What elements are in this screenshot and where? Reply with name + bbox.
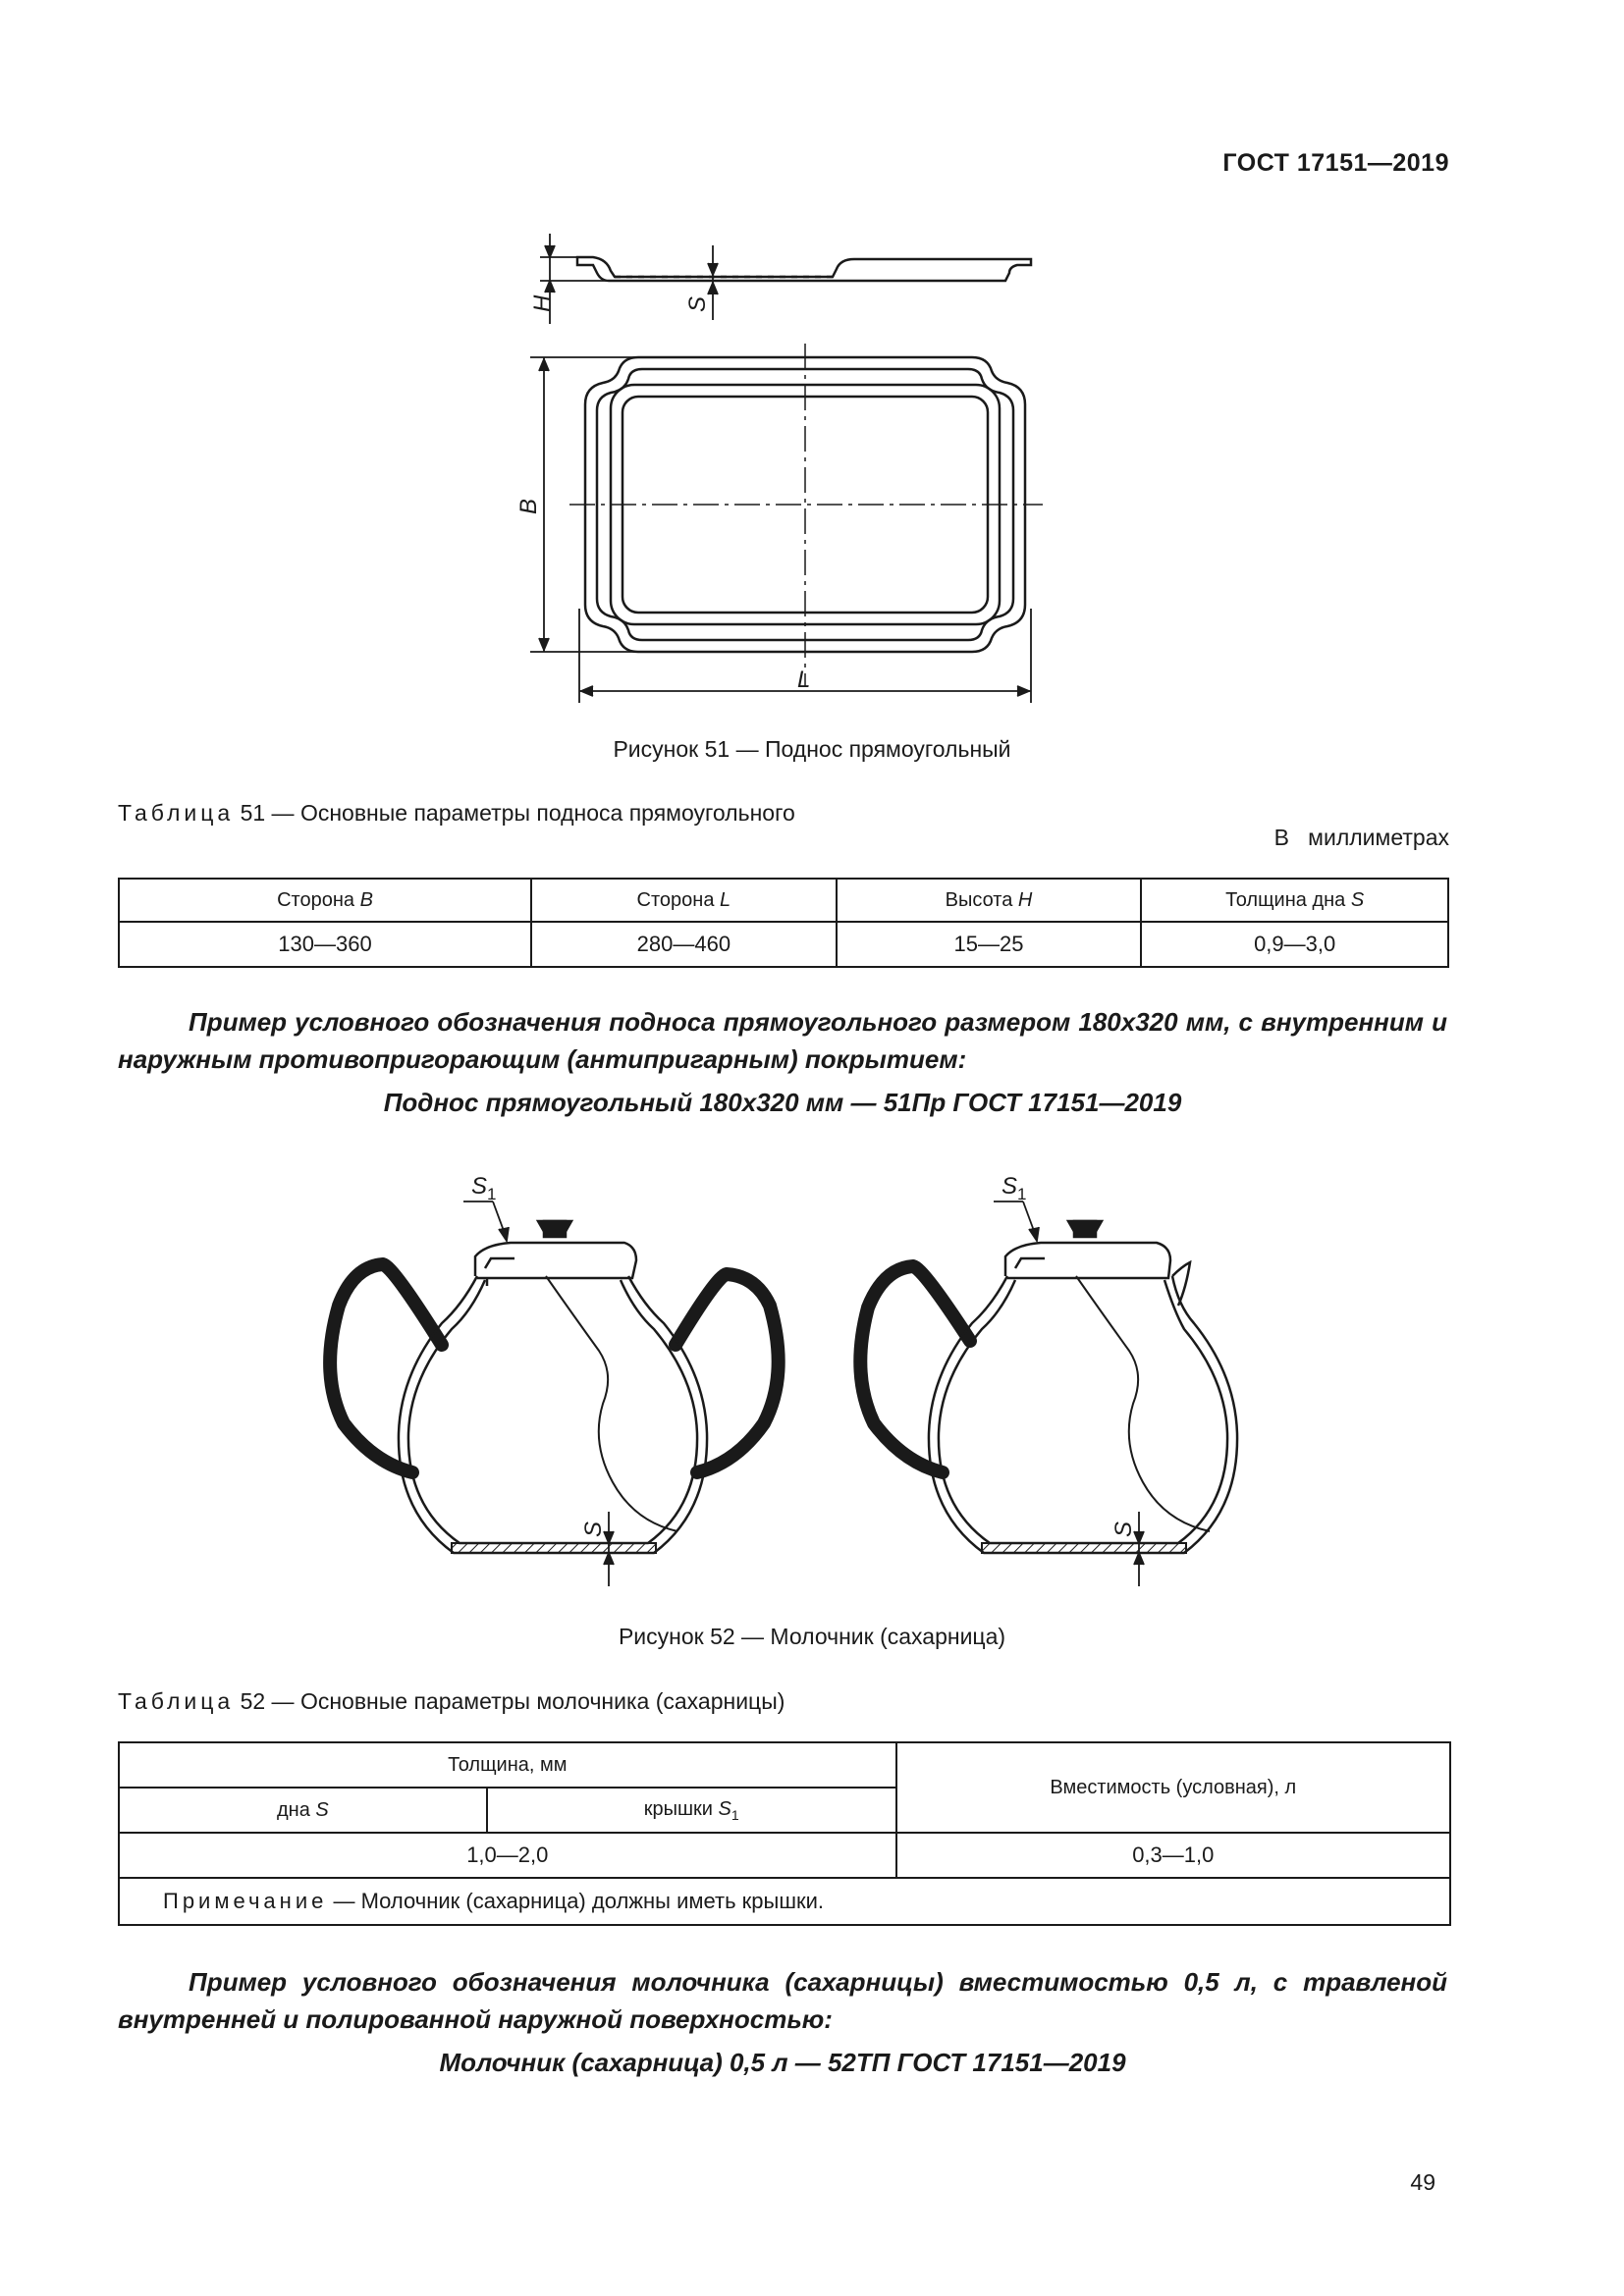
table-52	[118, 1741, 1451, 1926]
table-51-header-b: Сторона B	[119, 879, 531, 922]
table-51-caption-text: 51 — Основные параметры подноса прямоугольного	[234, 800, 795, 826]
table-51-cell-h: 15—25	[837, 922, 1142, 967]
table-51-cell-b: 130—360	[119, 922, 531, 967]
table-51-caption-prefix: Таблица	[118, 800, 235, 826]
table-52-caption-text: 52 — Основные параметры молочника (сахарницы)	[234, 1688, 785, 1714]
example-52-text: Пример условного обозначения молочника (сахарницы) вместимостью 0,5 л, с травленой внутренней и полированной наружной поверхностью:	[118, 1967, 1447, 2034]
document-code: ГОСТ 17151—2019	[1222, 149, 1449, 177]
table-51-cell-s: 0,9—3,0	[1141, 922, 1448, 967]
figure-52-caption: Рисунок 52 — Молочник (сахарница)	[618, 1624, 1006, 1649]
table-52-thickness-value: 1,0—2,0	[119, 1833, 896, 1878]
example-51-text: Пример условного обозначения подноса прямоугольного размером 180х320 мм, с внутренним и наружным противопригорающим (антипригарным) покрытием:	[118, 1007, 1447, 1074]
label-l: L	[797, 667, 811, 693]
table-52-capacity-header: Вместимость (условная), л	[896, 1742, 1450, 1833]
label-s: S	[684, 295, 711, 312]
table-52-group-header: Толщина, мм	[119, 1742, 896, 1788]
sugar-bowl	[330, 1221, 779, 1553]
table-52-header-row	[119, 1742, 1450, 1788]
table-52-note-row	[119, 1878, 1450, 1925]
label-s1-left: $S_1$	[471, 1173, 497, 1203]
table-51-header-h: Высота H	[837, 879, 1142, 922]
table-row	[119, 1833, 1450, 1878]
dimension-s1-right	[994, 1201, 1039, 1241]
example-51-designation: Поднос прямоугольный 180х320 мм — 51Пр ГОСТ 17151—2019	[383, 1088, 1182, 1117]
table-52-header-bottom: дна S	[119, 1788, 487, 1833]
table-51-header-l: Сторона L	[531, 879, 837, 922]
dimension-s1-left	[463, 1201, 509, 1241]
label-s-left: S	[580, 1521, 607, 1537]
label-b: B	[515, 498, 542, 514]
table-51-cell-l: 280—460	[531, 922, 837, 967]
label-s1-right: $S_1$	[1001, 1173, 1027, 1203]
label-h: H	[529, 294, 556, 312]
table-51-units: В миллиметрах	[1273, 825, 1449, 850]
example-52	[118, 1963, 1447, 2081]
table-52-header-lid: крышки $S_1$	[487, 1788, 896, 1833]
table-52-note: Примечание — Молочник (сахарница) должны иметь крышки.	[119, 1878, 1450, 1925]
table-52-caption-prefix: Таблица	[118, 1688, 235, 1714]
page-number: 49	[1410, 2169, 1435, 2195]
figure-51-caption: Рисунок 51 — Поднос прямоугольный	[613, 736, 1011, 762]
label-s-right: S	[1110, 1521, 1137, 1537]
table-52-caption	[118, 1688, 785, 1715]
milk-jug	[860, 1221, 1237, 1553]
table-52-capacity-value: 0,3—1,0	[896, 1833, 1450, 1878]
example-52-designation: Молочник (сахарница) 0,5 л — 52ТП ГОСТ 17151—2019	[439, 2048, 1126, 2077]
table-51-header-s: Толщина дна S	[1141, 879, 1448, 922]
